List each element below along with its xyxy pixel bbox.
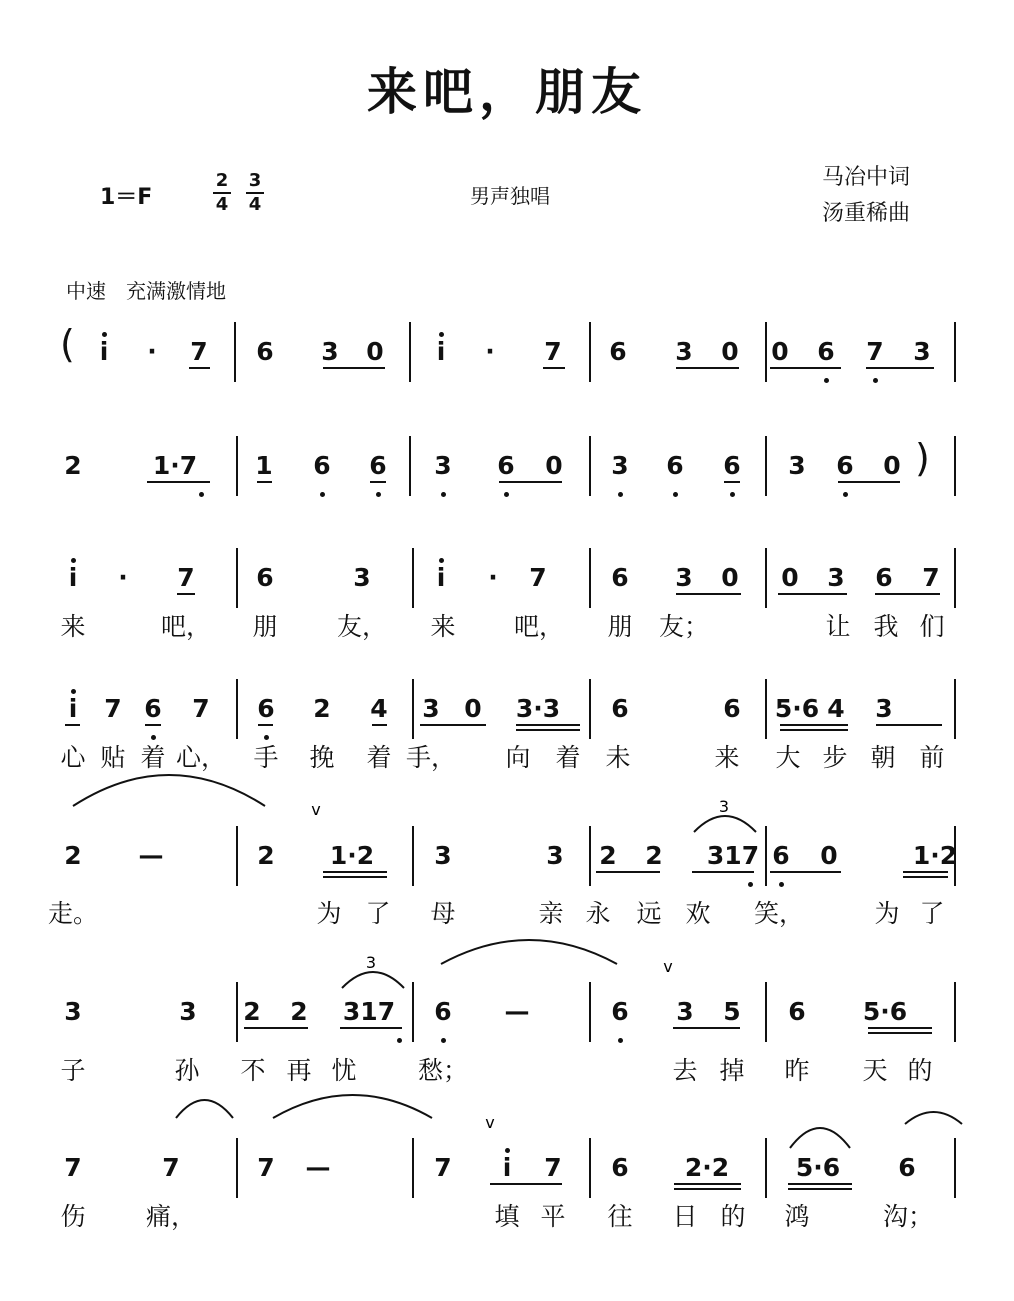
- note: 7: [162, 1153, 180, 1182]
- note: 3: [546, 841, 564, 870]
- note: 0: [781, 563, 799, 592]
- note: ·: [147, 337, 157, 366]
- note: 3: [321, 337, 339, 366]
- note: i: [68, 694, 78, 723]
- lyric-char: 欢: [685, 899, 711, 928]
- voice-type: 男声独唱: [470, 184, 550, 208]
- note: 6: [256, 563, 274, 592]
- lyric-char: 友，: [336, 612, 388, 641]
- note: ·: [488, 563, 498, 592]
- slur-arc: [342, 972, 404, 988]
- note: 3: [179, 997, 197, 1026]
- note: 4: [827, 694, 845, 723]
- lyric-char: 日: [672, 1202, 698, 1231]
- note: 7: [544, 1153, 562, 1182]
- note: 6: [836, 451, 854, 480]
- lyric-char: 永: [585, 899, 611, 928]
- lyric-char: 大: [775, 743, 801, 772]
- note: 6: [898, 1153, 916, 1182]
- note: 6: [875, 563, 893, 592]
- note: 2: [599, 841, 617, 870]
- lyric-char: 笑，: [753, 899, 805, 928]
- note: 6: [611, 563, 629, 592]
- lyric-char: 贴: [100, 743, 126, 772]
- lyric-char: 来: [430, 612, 456, 641]
- lyric-char: 不: [240, 1056, 266, 1085]
- note: 6: [256, 337, 274, 366]
- note: 317: [706, 841, 760, 870]
- lyric-char: 朋: [607, 612, 633, 641]
- lyric-char: 前: [919, 743, 945, 772]
- note: 2: [243, 997, 261, 1026]
- note: 3: [434, 841, 452, 870]
- note: 6: [611, 1153, 629, 1182]
- note: 3·3: [515, 694, 561, 723]
- note: 7: [104, 694, 122, 723]
- note: 7: [190, 337, 208, 366]
- note: 7: [529, 563, 547, 592]
- slur-arc: [790, 1128, 850, 1148]
- lyric-char: 为: [874, 899, 900, 928]
- slur-arc: [441, 940, 617, 964]
- note: 0: [464, 694, 482, 723]
- song-title: 来吧，朋友: [367, 63, 647, 121]
- note: 3: [434, 451, 452, 480]
- note: ·: [118, 563, 128, 592]
- note: 0: [721, 563, 739, 592]
- lyric-char: 远: [636, 899, 662, 928]
- lyric-char: 天: [862, 1056, 888, 1085]
- note: 7: [192, 694, 210, 723]
- lyric-char: 来: [60, 612, 86, 641]
- note: 6: [257, 694, 275, 723]
- lyric-char: 的: [720, 1202, 746, 1231]
- lyric-char: 昨: [784, 1056, 810, 1085]
- note: 7: [177, 563, 195, 592]
- note: 6: [369, 451, 387, 480]
- note: 6: [609, 337, 627, 366]
- note: 5·6: [795, 1153, 841, 1182]
- note: 3: [675, 337, 693, 366]
- slur-arc: [694, 816, 756, 832]
- note: 3: [422, 694, 440, 723]
- lyric-char: 鸿: [784, 1202, 810, 1231]
- note: 4: [370, 694, 388, 723]
- note: 7: [434, 1153, 452, 1182]
- ts-top: 2: [215, 170, 229, 191]
- note: 3: [913, 337, 931, 366]
- lyric-char: 母: [430, 899, 456, 928]
- lyric-char: 我: [873, 612, 899, 641]
- lyric-char: 往: [607, 1202, 633, 1231]
- paren-open: (: [60, 322, 75, 366]
- lyric-char: 手: [253, 743, 279, 772]
- lyric-char: 孙: [174, 1056, 200, 1085]
- ts-bottom: 4: [215, 194, 229, 215]
- lyric-char: 挽: [309, 743, 335, 772]
- lyric-char: 们: [919, 612, 945, 641]
- note: 6: [723, 451, 741, 480]
- note: 6: [666, 451, 684, 480]
- note: ·: [485, 337, 495, 366]
- note: 5: [723, 997, 741, 1026]
- lyric-char: 着: [555, 743, 581, 772]
- lyric-char: 亲: [538, 899, 564, 928]
- lyric-char: 朋: [252, 612, 278, 641]
- note: i: [436, 337, 446, 366]
- triplet-mark: 3: [365, 953, 377, 972]
- lyric-char: 步: [822, 743, 848, 772]
- note: 317: [342, 997, 396, 1026]
- breath-mark: v: [311, 800, 321, 819]
- lyric-char: 吧，: [513, 612, 565, 641]
- note: 6: [611, 997, 629, 1026]
- note: 2·2: [684, 1153, 730, 1182]
- breath-mark: v: [663, 957, 673, 976]
- note: 2: [313, 694, 331, 723]
- lyric-char: 伤: [60, 1202, 86, 1231]
- lyric-char: 吧，: [160, 612, 212, 641]
- lyric-char: 忧: [331, 1056, 357, 1085]
- lyric-char: 心: [60, 743, 86, 772]
- breath-mark: v: [485, 1113, 495, 1132]
- note: 6: [434, 997, 452, 1026]
- note: 0: [366, 337, 384, 366]
- ts-bottom: 4: [248, 194, 262, 215]
- note: —: [504, 997, 530, 1026]
- note: 3: [611, 451, 629, 480]
- note: 7: [866, 337, 884, 366]
- lyric-char: 填: [494, 1202, 520, 1231]
- lyric-char: 为: [316, 899, 342, 928]
- lyric-char: 痛，: [145, 1202, 197, 1231]
- note: 6: [313, 451, 331, 480]
- lyric-char: 未: [605, 743, 631, 772]
- lyric-char: 沟；: [882, 1202, 934, 1231]
- note: 2: [257, 841, 275, 870]
- note: 3: [675, 563, 693, 592]
- tempo-marking: 中速 充满激情地: [66, 279, 226, 303]
- note: 7: [922, 563, 940, 592]
- note: 2: [645, 841, 663, 870]
- composer-credit: 汤重稀曲: [822, 201, 911, 226]
- lyric-char: 心，: [175, 743, 227, 772]
- note: 3: [827, 563, 845, 592]
- note: 7: [544, 337, 562, 366]
- lyric-char: 了: [365, 899, 391, 928]
- lyric-char: 愁；: [417, 1056, 469, 1085]
- note: 1·2: [329, 841, 375, 870]
- lyric-char: 子: [60, 1056, 86, 1085]
- lyric-char: 掉: [719, 1056, 745, 1085]
- note: —: [305, 1153, 331, 1182]
- note: 7: [64, 1153, 82, 1182]
- note: 0: [771, 337, 789, 366]
- note: i: [99, 337, 109, 366]
- note: 1·2: [912, 841, 958, 870]
- note: i: [436, 563, 446, 592]
- note: i: [68, 563, 78, 592]
- note: 6: [144, 694, 162, 723]
- lyric-char: 再: [286, 1056, 312, 1085]
- lyric-char: 朝: [870, 743, 896, 772]
- note: i: [502, 1153, 512, 1182]
- note: 3: [788, 451, 806, 480]
- lyric-char: 了: [919, 899, 945, 928]
- note: 6: [497, 451, 515, 480]
- lyric-char: 平: [540, 1202, 566, 1231]
- ts-top: 3: [248, 170, 262, 191]
- note: 0: [545, 451, 563, 480]
- slur-arc: [73, 775, 265, 806]
- note: 2: [64, 841, 82, 870]
- slur-arc: [273, 1095, 432, 1118]
- note: 0: [820, 841, 838, 870]
- lyric-char: 着: [366, 743, 392, 772]
- key-signature: 1＝F: [100, 185, 153, 210]
- note: 6: [817, 337, 835, 366]
- lyric-char: 向: [505, 743, 531, 772]
- lyric-char: 去: [672, 1056, 698, 1085]
- paren-close: ): [915, 436, 930, 480]
- slur-arc: [905, 1112, 962, 1124]
- triplet-mark: 3: [718, 797, 730, 816]
- note: 3: [875, 694, 893, 723]
- lyric-char: 手，: [405, 743, 457, 772]
- lyric-char: 来: [714, 743, 740, 772]
- lyric-char: 的: [907, 1056, 933, 1085]
- note: 3: [676, 997, 694, 1026]
- note: 0: [721, 337, 739, 366]
- note: 6: [723, 694, 741, 723]
- note: 6: [611, 694, 629, 723]
- lyric-char: 着: [140, 743, 166, 772]
- slur-arc: [176, 1100, 233, 1118]
- lyricist-credit: 马冶中词: [822, 165, 911, 190]
- note: 1·7: [152, 451, 198, 480]
- note: —: [138, 841, 164, 870]
- note: 2: [64, 451, 82, 480]
- note: 2: [290, 997, 308, 1026]
- note: 6: [788, 997, 806, 1026]
- lyric-char: 走。: [47, 899, 99, 928]
- note: 3: [64, 997, 82, 1026]
- lyric-char: 让: [825, 612, 851, 641]
- note: 1: [255, 451, 273, 480]
- note: 0: [883, 451, 901, 480]
- note: 5·6: [862, 997, 908, 1026]
- lyric-char: 友；: [658, 612, 710, 641]
- note: 5·6: [774, 694, 820, 723]
- note: 6: [772, 841, 790, 870]
- note: 3: [353, 563, 371, 592]
- note: 7: [257, 1153, 275, 1182]
